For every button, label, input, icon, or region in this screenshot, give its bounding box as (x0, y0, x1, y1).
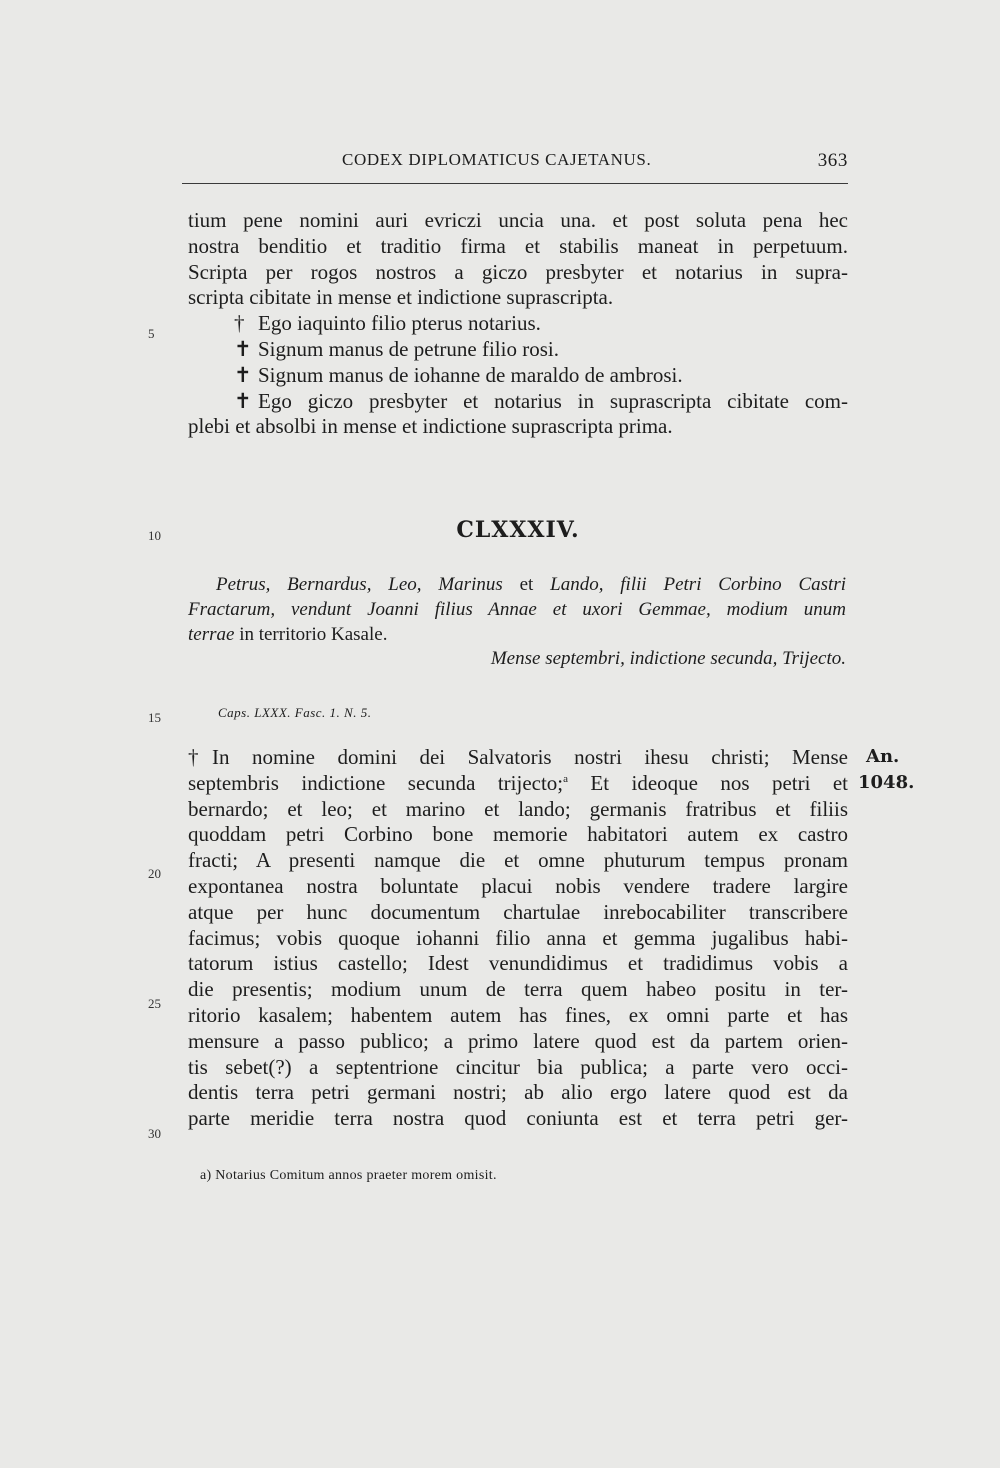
text-line (188, 771, 848, 797)
regest-text: terrae (188, 624, 235, 645)
regest-line: Fractarum, vendunt Joanni filius Annae et uxori Gemmae, modium unum (188, 599, 846, 620)
subscription-text: Signum manus de iohanne de maraldo de ambrosi. (258, 362, 683, 387)
dateline: Mense septembri, indictione secunda, Trijecto. (490, 648, 846, 669)
regest-text-roman: in territorio Kasale. (239, 624, 388, 645)
text-line: die presentis; modium unum de terra quem habeo positu in ter- (188, 977, 848, 1002)
regest-line (188, 572, 846, 597)
archive-signature: Caps. LXXX. Fasc. 1. N. 5. (218, 705, 372, 720)
text-line: tatorum istius castello; Idest venundidimus et tradidimus vobis a (188, 951, 848, 976)
year-value: 1048. (858, 772, 915, 793)
line-number: 10 (148, 528, 161, 543)
charter-text (188, 745, 848, 1132)
subscription-line (188, 337, 848, 363)
line-number: 15 (148, 710, 161, 725)
subscription-text: Ego giczo presbyter et notarius in suprascripta cibitate com- (258, 388, 848, 413)
regest-line (188, 622, 846, 647)
page-number: 363 (817, 150, 848, 171)
subscription-text: Signum manus de petrune filio rosi. (258, 336, 559, 361)
text-line: quoddam petri Corbino bone memorie habitatori autem ex castro (188, 822, 848, 847)
text-line: tis sebet(?) a septentrione cincitur bia publica; a parte vero occi- (188, 1054, 848, 1079)
text-line: fracti; A presenti namque die et omne phuturum tempus pronam (188, 848, 848, 873)
text-line: parte meridie terra nostra quod coniunta est et terra petri ger- (188, 1106, 848, 1131)
year-label: An. (866, 746, 900, 767)
header-rule (182, 183, 848, 184)
cross-sign-icon: ✝ (234, 388, 252, 413)
cross-sign-icon: † (188, 745, 199, 769)
regest-names: Petrus, Bernardus, Leo, Marinus (216, 574, 503, 595)
cross-sign-icon: ✝ (234, 336, 252, 361)
charter-incipit: In nomine domini dei Salvatoris nostri ihesu christi; Mense (212, 745, 848, 769)
line-number: 20 (148, 866, 161, 881)
subscription-text: Ego iaquinto filio pterus notarius. (258, 311, 541, 336)
text-line: atque per hunc documentum chartulae inrebocabiliter transcribere (188, 899, 848, 924)
text-line: bernardo; et leo; et marino et lando; germanis fratribus et filiis (188, 796, 848, 821)
subscription-line (188, 389, 848, 415)
text-line: scripta cibitate in mense et indictione suprascripta. (188, 285, 614, 310)
text-line: expontanea nostra boluntate placui nobis vendere tradere largire (188, 873, 848, 898)
cross-sign-icon: ✝ (234, 362, 252, 387)
text-line (188, 745, 848, 771)
regest-text: Lando, filii Petri Corbino Castri (550, 574, 846, 595)
text-line: nostra benditio et traditio firma et stabilis maneat in perpetuum. (188, 233, 848, 258)
running-header (182, 150, 848, 174)
line-number: 5 (148, 326, 155, 341)
footnote: a) Notarius Comitum annos praeter morem omisit. (200, 1168, 497, 1183)
subscription-line (188, 363, 848, 389)
text-line: facimus; vobis quoque iohanni filio anna et gemma jugalibus habi- (188, 925, 848, 950)
text-line: plebi et absolbi in mense et indictione suprascripta prima. (188, 414, 673, 439)
previous-document-ending (188, 208, 848, 440)
line-number: 25 (148, 996, 161, 1011)
text-line: dentis terra petri germani nostri; ab alio ergo latere quod est da (188, 1080, 848, 1105)
document-number: CLXXXIV. (456, 517, 580, 543)
charter-text-part: septembris indictione secunda trijecto; (188, 770, 564, 795)
running-title: CODEX DIPLOMATICUS CAJETANUS. (342, 150, 652, 169)
cross-sign-icon: † (234, 311, 245, 336)
subscription-line (188, 311, 848, 337)
regest (188, 572, 846, 647)
text-line: tium pene nomini auri evriczi uncia una. et post soluta pena hec (188, 208, 848, 232)
regest-conjunction: et (519, 574, 534, 595)
footnote-marker: a (563, 772, 569, 785)
charter-text-part: Et ideoque nos petri et (590, 770, 848, 795)
text-line: ritorio kasalem; habentem autem has fines, ex omni parte et has (188, 1002, 848, 1027)
text-line: Scripta per rogos nostros a giczo presbyter et notarius in supra- (188, 259, 848, 284)
text-line: mensure a passo publico; a primo latere quod est da partem orien- (188, 1028, 848, 1053)
line-number: 30 (148, 1126, 161, 1141)
